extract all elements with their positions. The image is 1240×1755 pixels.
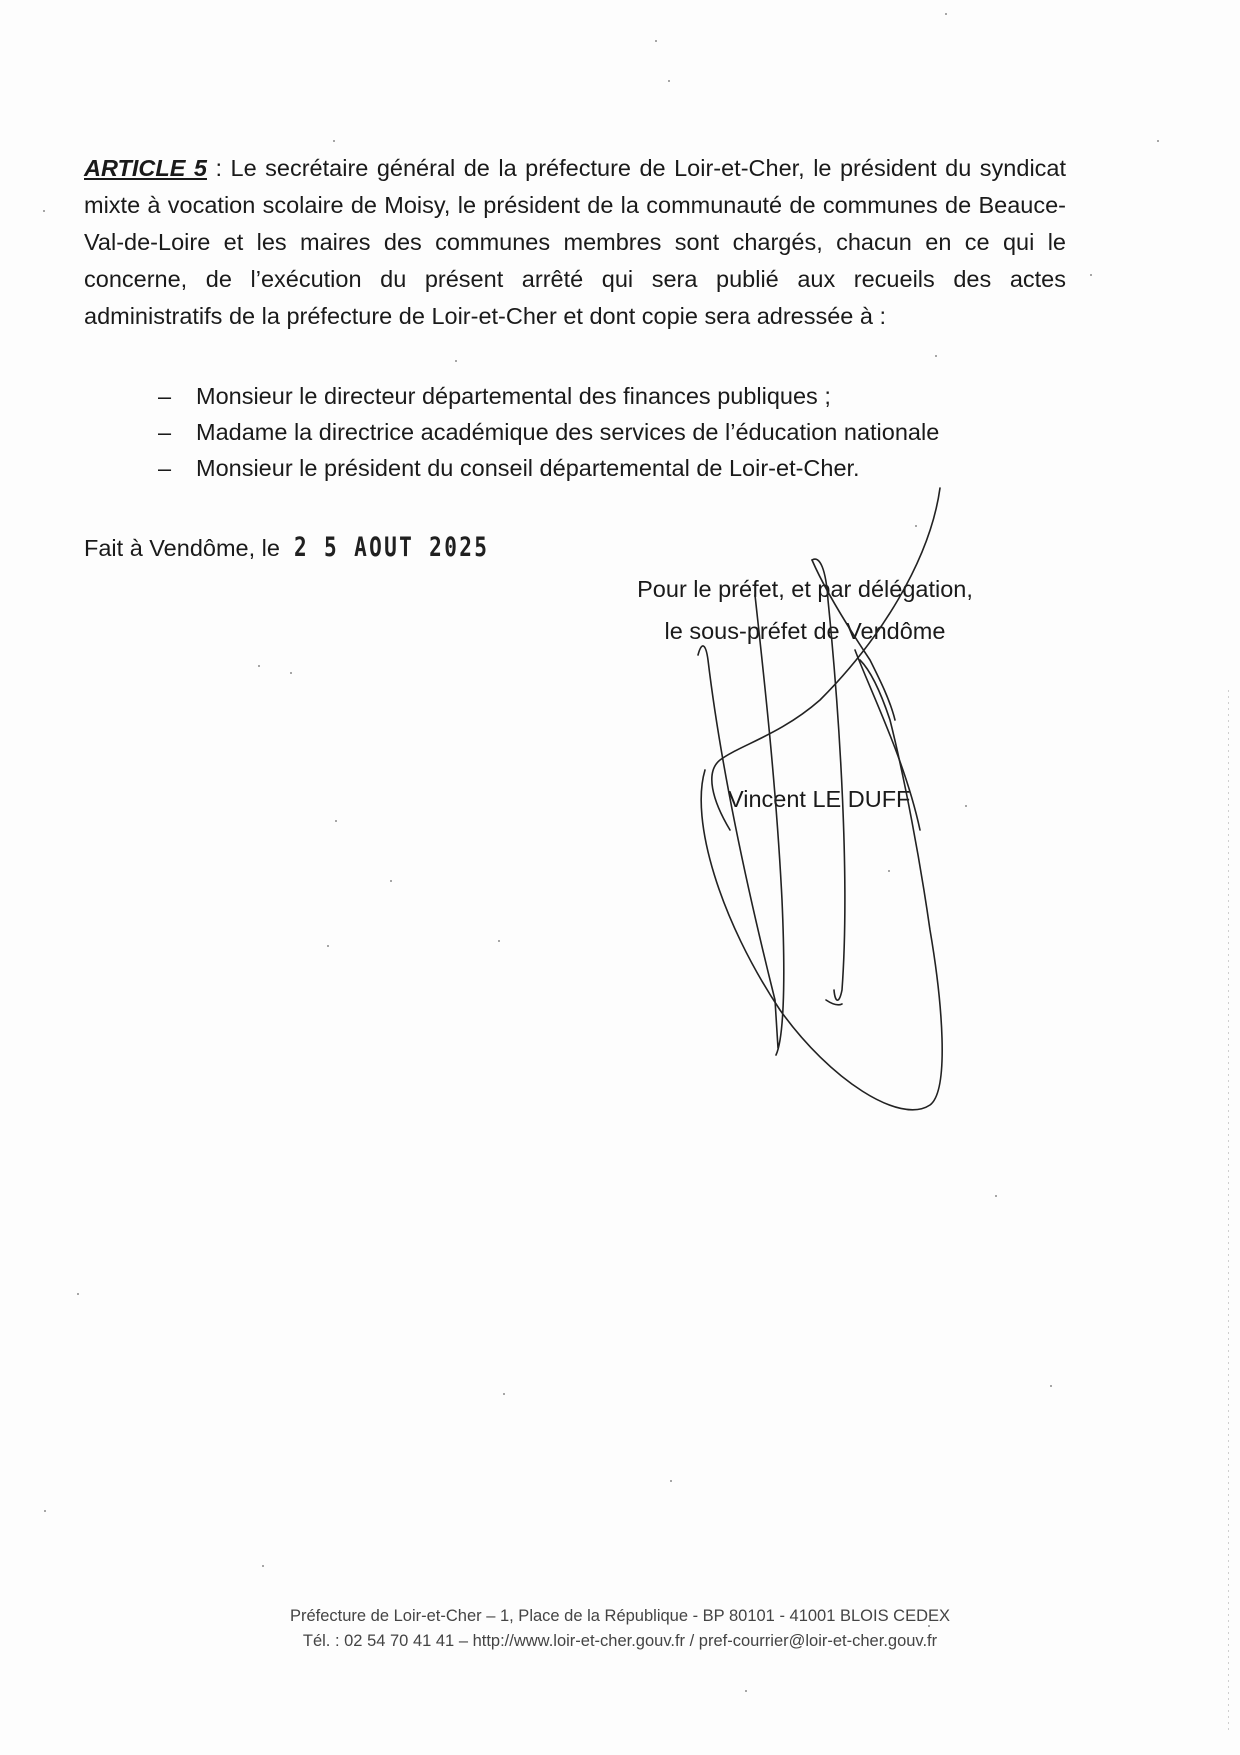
scan-speck [262, 1565, 264, 1567]
list-item [158, 414, 939, 450]
scan-speck [945, 13, 947, 15]
scan-speck [44, 1510, 46, 1512]
recipient-text: Madame la directrice académique des services de l’éducation nationale [196, 419, 940, 445]
scan-speck [335, 820, 337, 822]
list-item [158, 450, 939, 486]
signer-title: le sous-préfet de Vendôme [664, 618, 946, 644]
scan-speck [333, 140, 335, 142]
scan-speck [503, 1393, 505, 1395]
dash-bullet: – [158, 419, 172, 445]
scan-edge-line [1228, 690, 1229, 1730]
article-5-paragraph [84, 150, 1066, 335]
recipient-text: Monsieur le directeur départemental des finances publiques ; [196, 383, 831, 409]
date-stamp: 2 5 AOUT 2025 [294, 532, 490, 563]
scan-speck [290, 672, 292, 674]
scan-speck [43, 210, 45, 212]
scan-speck [745, 1690, 747, 1692]
scan-speck [327, 945, 329, 947]
scan-speck [258, 665, 260, 667]
scan-speck [1050, 1385, 1052, 1387]
scan-speck [888, 870, 890, 872]
recipient-text: Monsieur le président du conseil départemental de Loir-et-Cher. [196, 455, 860, 481]
page-footer [0, 1604, 1240, 1654]
article-label: ARTICLE 5 [84, 155, 207, 181]
footer-address: Préfecture de Loir-et-Cher – 1, Place de la République - BP 80101 - 41001 BLOIS CEDEX [289, 1607, 951, 1625]
scan-speck [455, 360, 457, 362]
scan-speck [1157, 140, 1159, 142]
scan-speck [1090, 274, 1092, 276]
signer-name: Vincent LE DUFF [728, 786, 911, 812]
recipient-list [158, 378, 939, 486]
article-separator: : [206, 155, 231, 181]
dash-bullet: – [158, 383, 172, 409]
scan-speck [498, 940, 500, 942]
place-and-date [84, 533, 545, 563]
signature-block [620, 568, 990, 652]
scan-speck [995, 1195, 997, 1197]
scan-speck [77, 1293, 79, 1295]
place-text: Fait à Vendôme, le [84, 535, 280, 561]
list-item [158, 378, 939, 414]
scan-speck [655, 40, 657, 42]
footer-contact: Tél. : 02 54 70 41 41 – http://www.loir-et-cher.gouv.fr / pref-courrier@loir-et-cher.gouv.fr [302, 1632, 938, 1650]
article-text: Le secrétaire général de la préfecture de Loir-et-Cher, le président du syndicat mixte à vocation scolaire de Moisy, le président de la communauté de communes de Beauce-Val-de-Loire et les maires des communes membres sont chargés, chacun en ce qui le concerne, de l’exécution du présent arrêté qui sera publié aux recueils des actes administratifs de la préfecture de Loir-et-Cher et dont copie sera adressée à : [84, 155, 1067, 329]
scan-speck [390, 880, 392, 882]
dash-bullet: – [158, 455, 172, 481]
scan-speck [965, 805, 967, 807]
scan-speck [668, 80, 670, 82]
scan-speck [928, 1625, 930, 1627]
scan-speck [915, 525, 917, 527]
delegation-line: Pour le préfet, et par délégation, [637, 576, 973, 602]
scan-speck [935, 355, 937, 357]
scan-speck [670, 1480, 672, 1482]
